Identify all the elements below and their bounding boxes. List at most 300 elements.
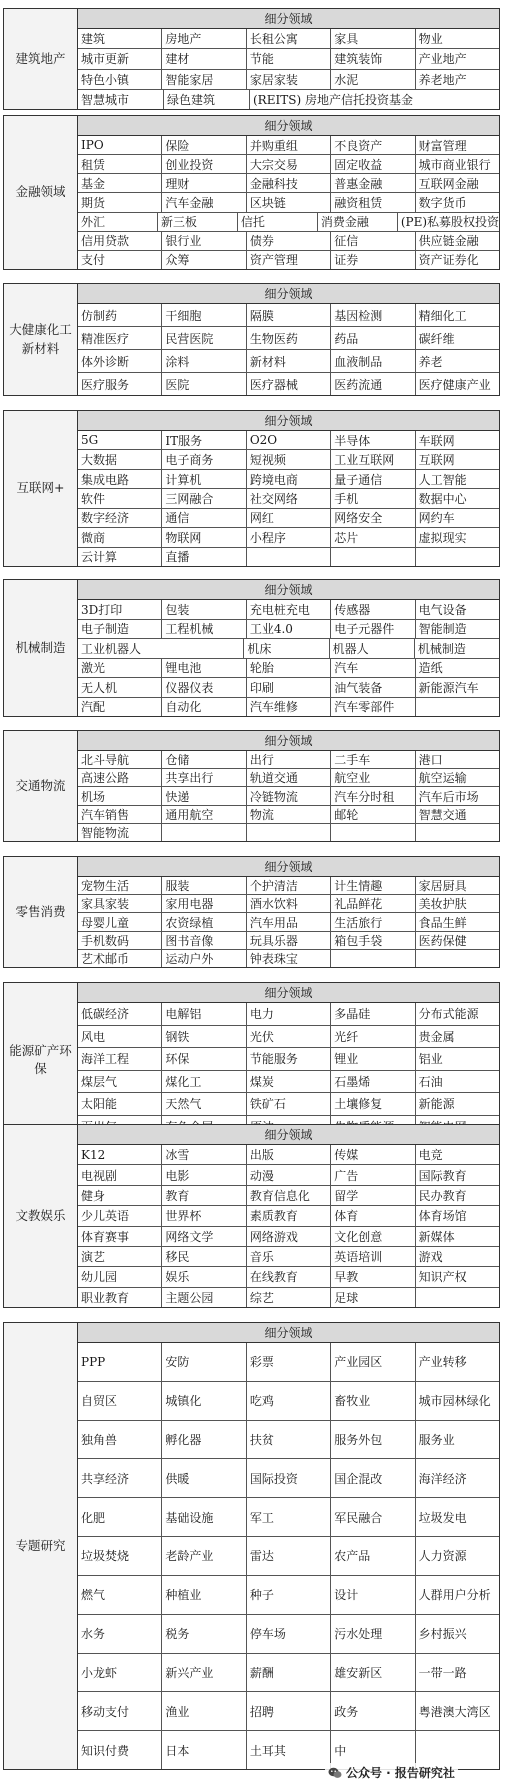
table-cell: 计算机 bbox=[162, 470, 246, 488]
section-block bbox=[3, 283, 500, 396]
table-cell: 智慧城市 bbox=[78, 90, 164, 109]
table-cell: 家具家装 bbox=[78, 895, 162, 912]
subfield-grid bbox=[78, 983, 499, 1137]
table-cell: 三网融合 bbox=[162, 489, 246, 507]
table-row bbox=[78, 787, 499, 805]
table-row bbox=[78, 1247, 499, 1267]
table-row bbox=[78, 806, 499, 824]
table-cell: 绿色建筑 bbox=[164, 90, 250, 109]
table-cell: 社交网络 bbox=[247, 489, 331, 507]
table-cell: 钟表珠宝 bbox=[247, 950, 331, 967]
table-cell: 计生情趣 bbox=[331, 877, 415, 894]
table-row bbox=[78, 1654, 499, 1693]
table-cell: 一带一路 bbox=[418, 1665, 467, 1680]
table-cell: 薪酬 bbox=[247, 1654, 331, 1692]
section-block bbox=[3, 982, 500, 1138]
table-cell: 日本 bbox=[162, 1731, 246, 1769]
table-row bbox=[78, 1576, 499, 1615]
table-cell: 食品生鲜 bbox=[418, 915, 467, 930]
table-cell: 水泥 bbox=[331, 70, 415, 89]
table-cell: 租赁 bbox=[78, 155, 162, 173]
table-row bbox=[78, 327, 499, 350]
table-cell: 网络文学 bbox=[162, 1227, 246, 1246]
table-cell: 血液制品 bbox=[331, 350, 415, 372]
table-cell: 家用电器 bbox=[162, 895, 246, 912]
table-cell: 众筹 bbox=[162, 251, 246, 269]
table-cell: 中 bbox=[331, 1731, 415, 1769]
table-cell: 手机 bbox=[331, 489, 415, 507]
table-cell: 主题公园 bbox=[162, 1288, 246, 1307]
table-cell: 网络安全 bbox=[331, 509, 415, 527]
table-cell: 快递 bbox=[162, 787, 246, 804]
table-cell bbox=[331, 950, 415, 967]
table-cell: 征信 bbox=[331, 232, 415, 250]
table-cell: 种植业 bbox=[162, 1576, 246, 1614]
table-row bbox=[78, 1615, 499, 1654]
table-cell: 低碳经济 bbox=[78, 1003, 162, 1025]
table-cell: 土壤修复 bbox=[331, 1093, 415, 1115]
table-cell: 传感器 bbox=[331, 600, 415, 619]
table-cell: 数据中心 bbox=[418, 491, 467, 506]
table-cell: 供应链金融 bbox=[418, 234, 479, 249]
table-row bbox=[78, 49, 499, 69]
table-cell: 雷达 bbox=[247, 1537, 331, 1575]
table-cell: 知识付费 bbox=[78, 1731, 162, 1769]
table-cell: 汽车分时租 bbox=[331, 787, 415, 804]
table-cell: 隔膜 bbox=[247, 304, 331, 326]
table-cell: 汽车维修 bbox=[247, 698, 331, 717]
table-cell: 基金 bbox=[78, 174, 162, 192]
table-cell: 医疗健康产业 bbox=[418, 377, 491, 392]
table-row bbox=[78, 470, 499, 489]
table-cell: 造纸 bbox=[418, 661, 443, 676]
table-cell: 燃气 bbox=[78, 1576, 162, 1614]
table-row bbox=[78, 548, 499, 566]
table-cell: 医院 bbox=[162, 373, 246, 395]
table-cell: K12 bbox=[78, 1145, 162, 1164]
table-cell: 共享经济 bbox=[78, 1459, 162, 1497]
table-cell: 电子商务 bbox=[162, 450, 246, 468]
table-cell: 资产证券化 bbox=[418, 253, 479, 268]
table-row bbox=[78, 174, 499, 193]
table-cell: 新能源汽车 bbox=[418, 680, 479, 695]
table-cell: 物联网 bbox=[162, 528, 246, 546]
table-row bbox=[78, 1003, 499, 1026]
table-cell: 文化创意 bbox=[331, 1227, 415, 1246]
table-cell: 固定收益 bbox=[331, 155, 415, 173]
subfield-header: 细分领域 bbox=[78, 411, 499, 431]
table-cell: 建筑 bbox=[78, 29, 162, 48]
category-label: 机械制造 bbox=[4, 580, 78, 716]
table-cell: 垃圾发电 bbox=[418, 1510, 467, 1525]
table-cell: 艺术邮币 bbox=[78, 950, 162, 967]
table-cell: 家居家装 bbox=[247, 70, 331, 89]
table-row bbox=[78, 1537, 499, 1576]
subfield-grid bbox=[78, 411, 499, 566]
table-row bbox=[78, 659, 499, 679]
table-row bbox=[78, 1145, 499, 1165]
table-row bbox=[78, 1382, 499, 1421]
subfield-grid bbox=[78, 731, 499, 841]
table-row bbox=[78, 698, 499, 717]
table-cell: 医疗器械 bbox=[247, 373, 331, 395]
table-cell: 分布式能源 bbox=[418, 1007, 479, 1022]
subfield-header: 细分领域 bbox=[78, 1125, 499, 1145]
table-cell: 新能源 bbox=[418, 1097, 455, 1112]
table-row bbox=[78, 1421, 499, 1460]
table-cell: 互联网金融 bbox=[418, 176, 479, 191]
table-cell: 在线教育 bbox=[247, 1267, 331, 1286]
watermark bbox=[325, 1763, 458, 1782]
table-cell: 智能制造 bbox=[418, 622, 467, 637]
table-cell: 海洋经济 bbox=[418, 1471, 467, 1486]
table-cell: PPP bbox=[78, 1343, 162, 1381]
table-cell: 电气设备 bbox=[418, 602, 467, 617]
table-cell: 汽车金融 bbox=[162, 193, 246, 211]
table-cell: 汽车零部件 bbox=[331, 698, 415, 717]
table-cell: 产业园区 bbox=[331, 1343, 415, 1381]
table-cell: 水务 bbox=[78, 1615, 162, 1653]
table-cell: 量子通信 bbox=[331, 470, 415, 488]
table-cell: 新材料 bbox=[247, 350, 331, 372]
subfield-header: 细分领域 bbox=[78, 983, 499, 1003]
table-cell: 土耳其 bbox=[247, 1731, 331, 1769]
table-cell: 3D打印 bbox=[78, 600, 162, 619]
table-row bbox=[78, 1186, 499, 1206]
table-row bbox=[78, 895, 499, 913]
table-cell: 互联网 bbox=[418, 453, 455, 468]
table-cell: 职业教育 bbox=[78, 1288, 162, 1307]
table-cell bbox=[416, 548, 499, 566]
table-cell: 宠物生活 bbox=[78, 877, 162, 894]
table-cell: 箱包手袋 bbox=[331, 932, 415, 949]
table-cell: 综艺 bbox=[247, 1288, 331, 1307]
table-cell: 仓储 bbox=[162, 751, 246, 768]
table-cell: 5G bbox=[78, 431, 162, 449]
section-block bbox=[3, 730, 500, 842]
table-cell: 机场 bbox=[78, 787, 162, 804]
table-cell: 石油 bbox=[418, 1074, 443, 1089]
table-cell: 工业互联网 bbox=[331, 450, 415, 468]
table-cell: 音乐 bbox=[247, 1247, 331, 1266]
table-cell: 人力资源 bbox=[418, 1549, 467, 1564]
table-cell: 医药保健 bbox=[418, 933, 467, 948]
table-cell: 二手车 bbox=[331, 751, 415, 768]
table-cell bbox=[331, 824, 415, 841]
table-cell: (PE)私募股权投资 bbox=[400, 215, 500, 230]
table-cell: 传媒 bbox=[331, 1145, 415, 1164]
table-cell: 体育赛事 bbox=[78, 1227, 162, 1246]
table-row bbox=[78, 136, 499, 155]
table-cell: 工业4.0 bbox=[247, 620, 331, 639]
table-cell: 知识产权 bbox=[418, 1270, 467, 1285]
table-cell: 彩票 bbox=[247, 1343, 331, 1381]
table-cell: 微商 bbox=[78, 528, 162, 546]
category-label: 能源矿产环保 bbox=[4, 983, 78, 1137]
table-cell: 大数据 bbox=[78, 450, 162, 468]
table-cell: 体育 bbox=[331, 1206, 415, 1225]
table-cell: 健身 bbox=[78, 1186, 162, 1205]
table-cell: 新媒体 bbox=[418, 1229, 455, 1244]
table-cell: 普惠金融 bbox=[331, 174, 415, 192]
table-cell: 城市园林绿化 bbox=[418, 1394, 491, 1409]
table-cell: 铁矿石 bbox=[247, 1093, 331, 1115]
table-cell: 渔业 bbox=[162, 1692, 246, 1730]
table-cell: 移民 bbox=[162, 1247, 246, 1266]
table-cell: 区块链 bbox=[247, 193, 331, 211]
table-cell: 车联网 bbox=[418, 433, 455, 448]
table-cell: 航空运输 bbox=[418, 771, 467, 786]
subfield-grid bbox=[78, 284, 499, 395]
table-cell: 芯片 bbox=[331, 528, 415, 546]
table-cell: 生物医药 bbox=[247, 327, 331, 349]
table-cell: 仪器仪表 bbox=[162, 678, 246, 697]
table-row bbox=[78, 769, 499, 787]
table-cell: 服务业 bbox=[418, 1433, 455, 1448]
table-cell: 基础设施 bbox=[162, 1498, 246, 1536]
table-row bbox=[78, 1343, 499, 1382]
table-cell bbox=[331, 548, 415, 566]
table-cell: 冷链物流 bbox=[247, 787, 331, 804]
table-row bbox=[78, 1498, 499, 1537]
table-cell: 证券 bbox=[331, 251, 415, 269]
category-label: 专题研究 bbox=[4, 1323, 78, 1769]
category-label: 文教娱乐 bbox=[4, 1125, 78, 1307]
table-row bbox=[78, 1071, 499, 1094]
table-cell: 仿制药 bbox=[78, 304, 162, 326]
table-cell: 图书音像 bbox=[162, 932, 246, 949]
table-cell: 长租公寓 bbox=[247, 29, 331, 48]
table-cell: 物业 bbox=[418, 32, 443, 47]
table-cell: 游戏 bbox=[418, 1250, 443, 1265]
table-cell: 基因检测 bbox=[331, 304, 415, 326]
table-cell: 乡村振兴 bbox=[418, 1627, 467, 1642]
table-cell: 世界杯 bbox=[162, 1206, 246, 1225]
table-cell: 包装 bbox=[162, 600, 246, 619]
table-cell: 民办教育 bbox=[418, 1188, 467, 1203]
table-cell: 精准医疗 bbox=[78, 327, 162, 349]
subfield-grid bbox=[78, 857, 499, 967]
table-cell bbox=[247, 548, 331, 566]
table-cell: (REITS) 房地产信托投资基金 bbox=[253, 92, 413, 107]
table-row bbox=[78, 373, 499, 395]
table-row bbox=[78, 528, 499, 547]
table-row bbox=[78, 29, 499, 49]
table-row bbox=[78, 90, 499, 109]
table-cell: 种子 bbox=[247, 1576, 331, 1614]
table-cell: 新兴产业 bbox=[162, 1654, 246, 1692]
category-label: 大健康化工新材料 bbox=[4, 284, 78, 395]
table-cell: 港口 bbox=[418, 753, 443, 768]
table-cell: 广告 bbox=[331, 1165, 415, 1184]
table-row bbox=[78, 1692, 499, 1731]
table-cell: 汽车后市场 bbox=[418, 789, 479, 804]
table-cell: 家居厨具 bbox=[418, 879, 467, 894]
table-cell: 跨境电商 bbox=[247, 470, 331, 488]
table-cell: 煤化工 bbox=[162, 1071, 246, 1093]
table-cell: 融资租赁 bbox=[331, 193, 415, 211]
table-cell: 政务 bbox=[331, 1692, 415, 1730]
table-cell: 雄安新区 bbox=[331, 1654, 415, 1692]
table-cell: 半导体 bbox=[331, 431, 415, 449]
table-cell: 不良资产 bbox=[331, 136, 415, 154]
table-cell: 农资绿植 bbox=[162, 913, 246, 930]
subfield-grid bbox=[78, 116, 499, 269]
table-cell: 孵化器 bbox=[162, 1421, 246, 1459]
table-cell: 轨道交通 bbox=[247, 769, 331, 786]
table-cell: 建材 bbox=[162, 49, 246, 68]
table-cell: 煤炭 bbox=[247, 1071, 331, 1093]
table-row bbox=[78, 1026, 499, 1049]
table-cell: 安防 bbox=[162, 1343, 246, 1381]
table-cell: 北斗导航 bbox=[78, 751, 162, 768]
table-cell: 电竞 bbox=[418, 1148, 443, 1163]
table-cell: 服装 bbox=[162, 877, 246, 894]
table-row bbox=[78, 350, 499, 373]
table-cell bbox=[416, 698, 499, 717]
table-row bbox=[78, 932, 499, 950]
subfield-header: 细分领域 bbox=[78, 284, 499, 304]
table-cell: 邮轮 bbox=[331, 806, 415, 823]
subfield-header: 细分领域 bbox=[78, 731, 499, 751]
table-cell: 消费金融 bbox=[318, 213, 398, 231]
table-cell: 医疗服务 bbox=[78, 373, 162, 395]
table-cell: 电力 bbox=[247, 1003, 331, 1025]
table-cell: 机床 bbox=[244, 639, 329, 658]
table-cell: 新三板 bbox=[158, 213, 238, 231]
table-cell: 英语培训 bbox=[331, 1247, 415, 1266]
table-row bbox=[78, 639, 499, 659]
table-cell: 网红 bbox=[247, 509, 331, 527]
table-cell: 老龄产业 bbox=[162, 1537, 246, 1575]
table-row bbox=[78, 1459, 499, 1498]
table-row bbox=[78, 678, 499, 698]
table-cell: 锂业 bbox=[331, 1048, 415, 1070]
table-cell bbox=[416, 950, 499, 967]
table-cell: 城镇化 bbox=[162, 1382, 246, 1420]
table-cell: 精细化工 bbox=[418, 308, 467, 323]
table-cell: 留学 bbox=[331, 1186, 415, 1205]
table-cell: 集成电路 bbox=[78, 470, 162, 488]
section-block bbox=[3, 8, 500, 110]
table-cell: 小龙虾 bbox=[78, 1654, 162, 1692]
table-cell: 煤层气 bbox=[78, 1071, 162, 1093]
table-cell: 出行 bbox=[247, 751, 331, 768]
table-cell: 小程序 bbox=[247, 528, 331, 546]
table-row bbox=[78, 155, 499, 174]
table-cell bbox=[247, 824, 331, 841]
table-cell: 数字经济 bbox=[78, 509, 162, 527]
table-cell: 药品 bbox=[331, 327, 415, 349]
wechat-icon bbox=[328, 1766, 342, 1780]
table-cell: 石墨烯 bbox=[331, 1071, 415, 1093]
table-cell: 建筑装饰 bbox=[331, 49, 415, 68]
table-cell: 礼品鲜花 bbox=[331, 895, 415, 912]
table-row bbox=[78, 450, 499, 469]
table-cell: 汽配 bbox=[78, 698, 162, 717]
table-cell: 智能家居 bbox=[162, 70, 246, 89]
table-cell: 光纤 bbox=[331, 1026, 415, 1048]
table-row bbox=[78, 251, 499, 269]
subfield-grid bbox=[78, 1323, 499, 1769]
table-cell: 涂料 bbox=[162, 350, 246, 372]
table-cell: 体育场馆 bbox=[418, 1209, 467, 1224]
table-cell: 钢铁 bbox=[162, 1026, 246, 1048]
section-block bbox=[3, 115, 500, 270]
table-cell: 银行业 bbox=[162, 232, 246, 250]
subfield-header: 细分领域 bbox=[78, 116, 499, 136]
table-cell: 娱乐 bbox=[162, 1267, 246, 1286]
table-cell: 锂电池 bbox=[162, 659, 246, 678]
table-cell: 化肥 bbox=[78, 1498, 162, 1536]
table-cell: 玩具乐器 bbox=[247, 932, 331, 949]
table-row bbox=[78, 193, 499, 212]
table-cell: 大宗交易 bbox=[247, 155, 331, 173]
table-cell: 无人机 bbox=[78, 678, 162, 697]
table-cell: 早教 bbox=[331, 1267, 415, 1286]
table-row bbox=[78, 509, 499, 528]
table-cell: 碳纤维 bbox=[418, 331, 455, 346]
table-cell: 信用贷款 bbox=[78, 232, 162, 250]
table-cell bbox=[416, 824, 499, 841]
table-cell: 服务外包 bbox=[331, 1421, 415, 1459]
table-cell: IT服务 bbox=[162, 431, 246, 449]
table-cell: 粤港澳大湾区 bbox=[418, 1704, 491, 1719]
table-cell: 并购重组 bbox=[247, 136, 331, 154]
table-cell: 吃鸡 bbox=[247, 1382, 331, 1420]
table-cell: 智能物流 bbox=[78, 824, 162, 841]
table-cell: 电解铝 bbox=[162, 1003, 246, 1025]
subfield-header: 细分领域 bbox=[78, 9, 499, 29]
table-cell: 太阳能 bbox=[78, 1093, 162, 1115]
table-cell: 美妆护肤 bbox=[418, 897, 467, 912]
table-cell: 冰雪 bbox=[162, 1145, 246, 1164]
table-cell: 节能服务 bbox=[247, 1048, 331, 1070]
table-cell: 生活旅行 bbox=[331, 913, 415, 930]
table-row bbox=[78, 1288, 499, 1307]
table-row bbox=[78, 1165, 499, 1185]
table-cell: 天然气 bbox=[162, 1093, 246, 1115]
table-cell: 招聘 bbox=[247, 1692, 331, 1730]
table-cell: 产业地产 bbox=[418, 52, 467, 67]
category-label: 零售消费 bbox=[4, 857, 78, 967]
table-cell: 资产管理 bbox=[247, 251, 331, 269]
table-cell: 航空业 bbox=[331, 769, 415, 786]
table-row bbox=[78, 950, 499, 967]
table-cell: 直播 bbox=[162, 548, 246, 566]
table-cell: 创业投资 bbox=[162, 155, 246, 173]
table-cell: 软件 bbox=[78, 489, 162, 507]
table-cell: 城市商业银行 bbox=[418, 157, 491, 172]
subfield-header: 细分领域 bbox=[78, 1323, 499, 1343]
subfield-grid bbox=[78, 1125, 499, 1307]
table-cell: 财富管理 bbox=[418, 138, 467, 153]
table-cell: 动漫 bbox=[247, 1165, 331, 1184]
table-cell: 电子元器件 bbox=[331, 620, 415, 639]
table-row bbox=[78, 620, 499, 640]
table-row bbox=[78, 824, 499, 841]
table-cell: 支付 bbox=[78, 251, 162, 269]
table-cell: 物流 bbox=[247, 806, 331, 823]
table-row bbox=[78, 600, 499, 620]
table-cell: 节能 bbox=[247, 49, 331, 68]
table-cell: 独角兽 bbox=[78, 1421, 162, 1459]
category-label: 金融领域 bbox=[4, 116, 78, 269]
table-cell: 供暖 bbox=[162, 1459, 246, 1497]
table-row bbox=[78, 70, 499, 90]
table-cell: 期货 bbox=[78, 193, 162, 211]
table-cell: 云计算 bbox=[78, 548, 162, 566]
